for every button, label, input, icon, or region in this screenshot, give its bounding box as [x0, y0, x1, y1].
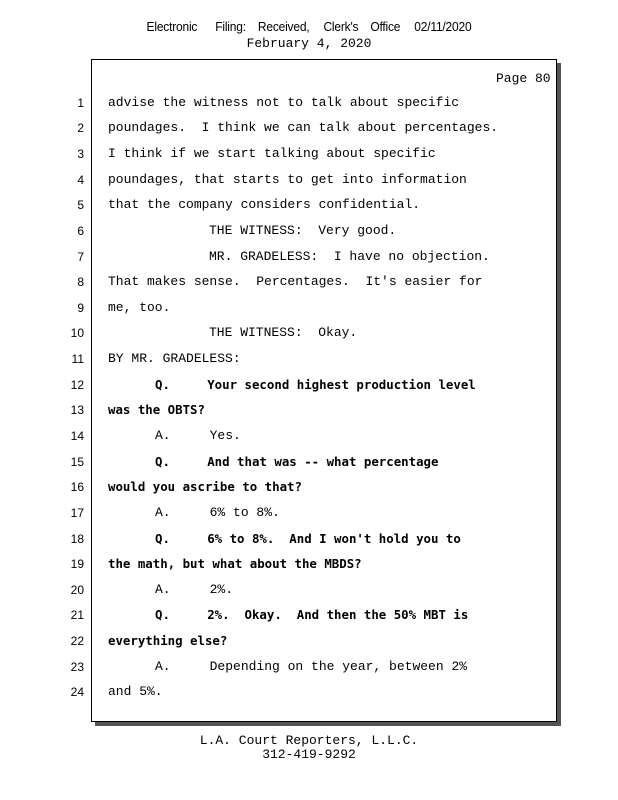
line-number: 24 — [70, 685, 84, 699]
transcript-line — [0, 119, 618, 137]
line-number: 20 — [70, 583, 84, 597]
transcript-line — [0, 171, 618, 189]
line-text: I think if we start talking about specific — [108, 146, 436, 161]
line-number: 14 — [70, 429, 84, 443]
line-number: 7 — [77, 250, 84, 264]
filing-word-electronic: Electronic — [146, 19, 198, 35]
line-text: poundages. I think we can talk about percentages. — [108, 120, 499, 135]
transcript-line — [0, 427, 618, 445]
footer-phone: 312-419-9292 — [262, 747, 356, 762]
transcript-line — [0, 658, 618, 676]
transcript-line — [0, 222, 618, 240]
transcript-line — [0, 606, 618, 624]
line-text: the math, but what about the MBDS? — [108, 556, 362, 571]
line-text: That makes sense. Percentages. It's easier for — [108, 274, 483, 289]
line-number: 6 — [77, 224, 84, 238]
line-number: 4 — [77, 173, 84, 187]
transcript-line — [0, 299, 618, 317]
transcript-line — [0, 478, 618, 496]
line-text: THE WITNESS: Okay. — [209, 325, 358, 340]
transcript-line — [0, 248, 618, 266]
transcript-line — [0, 350, 618, 368]
line-text: A. 2%. — [155, 582, 234, 597]
transcript-line — [0, 324, 618, 342]
footer-company: L.A. Court Reporters, L.L.C. — [199, 733, 419, 748]
line-number: 2 — [77, 121, 84, 135]
line-text: poundages, that starts to get into information — [108, 172, 467, 187]
filing-word-clerks: Clerk's — [323, 19, 359, 35]
line-number: 1 — [77, 96, 84, 110]
filing-word-filing: Filing: — [215, 19, 246, 35]
transcript-line — [0, 683, 618, 701]
line-text: A. Depending on the year, between 2% — [155, 659, 468, 674]
line-number: 22 — [70, 634, 84, 648]
transcript-line — [0, 530, 618, 548]
line-number: 19 — [70, 557, 84, 571]
line-text: advise the witness not to talk about specific — [108, 95, 460, 110]
transcript-line — [0, 196, 618, 214]
transcript-line — [0, 453, 618, 471]
transcript-line — [0, 145, 618, 163]
line-text: BY MR. GRADELESS: — [108, 351, 241, 366]
transcript-date: February 4, 2020 — [246, 36, 372, 51]
line-number: 21 — [70, 608, 84, 622]
line-text: THE WITNESS: Very good. — [209, 223, 397, 238]
line-text: would you ascribe to that? — [108, 479, 302, 494]
line-number: 23 — [70, 660, 84, 674]
transcript-line — [0, 401, 618, 419]
line-number: 18 — [70, 532, 84, 546]
filing-word-received: Received, — [257, 19, 310, 35]
line-number: 12 — [70, 378, 84, 392]
transcript-line — [0, 376, 618, 394]
electronic-filing-stamp — [0, 20, 618, 35]
line-text: Q. Your second highest production level — [155, 377, 476, 392]
transcript-line — [0, 581, 618, 599]
transcript-line — [0, 94, 618, 112]
line-text: was the OBTS? — [108, 402, 205, 417]
line-number: 5 — [77, 198, 84, 212]
line-text: A. Yes. — [155, 428, 241, 443]
line-number: 16 — [70, 480, 84, 494]
line-number: 13 — [70, 403, 84, 417]
filing-date: 02/11/2020 — [414, 19, 472, 35]
line-text: MR. GRADELESS: I have no objection. — [209, 249, 490, 264]
transcript-line — [0, 273, 618, 291]
line-text: me, too. — [108, 300, 171, 315]
line-text: Q. And that was -- what percentage — [155, 454, 439, 469]
line-number: 11 — [71, 352, 84, 366]
transcript-line — [0, 632, 618, 650]
line-number: 3 — [77, 147, 84, 161]
line-text: that the company considers confidential. — [108, 197, 421, 212]
filing-word-office: Office — [370, 19, 401, 35]
line-number: 9 — [77, 301, 84, 315]
page-number: Page 80 — [496, 71, 551, 86]
line-number: 10 — [70, 326, 84, 340]
line-text: and 5%. — [108, 684, 163, 699]
line-number: 15 — [70, 455, 84, 469]
line-number: 8 — [77, 275, 84, 289]
line-text: Q. 2%. Okay. And then the 50% MBT is — [155, 607, 469, 622]
line-text: everything else? — [108, 633, 228, 648]
transcript-line — [0, 555, 618, 573]
line-text: A. 6% to 8%. — [155, 505, 280, 520]
line-text: Q. 6% to 8%. And I won't hold you to — [155, 531, 461, 546]
transcript-line — [0, 504, 618, 522]
line-number: 17 — [70, 506, 84, 520]
